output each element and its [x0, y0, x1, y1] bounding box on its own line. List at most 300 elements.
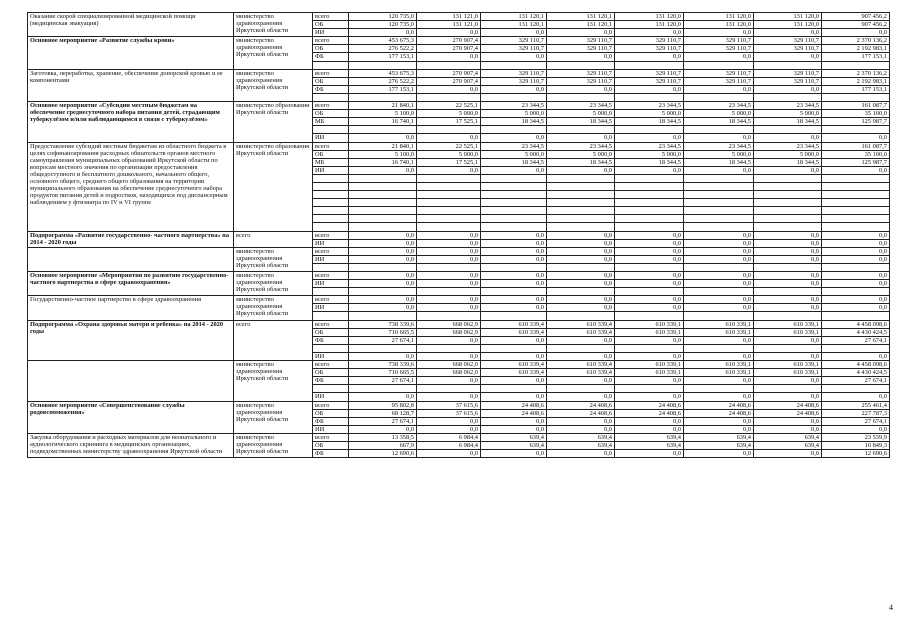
amount-cell: [481, 288, 547, 296]
amount-cell: [754, 223, 822, 231]
total-cell: 2 370 136,2: [822, 37, 890, 45]
total-cell: 0,0: [822, 134, 890, 142]
table-row: [28, 272, 890, 280]
amount-cell: [349, 61, 417, 69]
amount-cell: 0,0: [481, 280, 547, 288]
amount-cell: 23 344,5: [481, 102, 547, 110]
amount-cell: 0,0: [754, 296, 822, 304]
amount-cell: 0,0: [754, 425, 822, 433]
amount-cell: 270 907,4: [417, 45, 481, 53]
amount-cell: 0,0: [547, 377, 615, 385]
amount-cell: [417, 191, 481, 199]
amount-cell: 0,0: [684, 247, 754, 255]
table-row: [28, 102, 890, 110]
amount-cell: 0,0: [684, 134, 754, 142]
total-cell: 2 370 136,2: [822, 69, 890, 77]
total-cell: 0,0: [822, 231, 890, 239]
amount-cell: 0,0: [754, 304, 822, 312]
amount-cell: 0,0: [547, 450, 615, 458]
funding-source: ФБ: [313, 377, 349, 385]
amount-cell: 668 062,0: [417, 369, 481, 377]
total-cell: 0,0: [822, 255, 890, 263]
amount-cell: 610 339,4: [547, 328, 615, 336]
amount-cell: [481, 126, 547, 134]
amount-cell: 0,0: [481, 53, 547, 61]
amount-cell: 27 674,1: [349, 417, 417, 425]
amount-cell: 24 408,6: [684, 409, 754, 417]
amount-cell: 37 615,6: [417, 401, 481, 409]
amount-cell: 6 984,4: [417, 441, 481, 449]
amount-cell: 5 000,0: [754, 110, 822, 118]
amount-cell: [349, 199, 417, 207]
amount-cell: 610 339,4: [547, 320, 615, 328]
amount-cell: 329 110,7: [481, 45, 547, 53]
amount-cell: 0,0: [349, 239, 417, 247]
amount-cell: [754, 288, 822, 296]
amount-cell: 0,0: [684, 280, 754, 288]
amount-cell: 329 110,7: [615, 45, 684, 53]
total-cell: 161 087,7: [822, 142, 890, 150]
amount-cell: [349, 191, 417, 199]
amount-cell: 610 339,4: [547, 369, 615, 377]
amount-cell: [481, 312, 547, 320]
funding-source: всего: [313, 361, 349, 369]
amount-cell: 668 062,0: [417, 361, 481, 369]
amount-cell: 710 665,5: [349, 328, 417, 336]
total-cell: 12 690,6: [822, 450, 890, 458]
amount-cell: 0,0: [547, 255, 615, 263]
amount-cell: [417, 174, 481, 182]
amount-cell: 131 120,0: [684, 13, 754, 21]
amount-cell: [481, 385, 547, 393]
amount-cell: 24 408,6: [615, 409, 684, 417]
amount-cell: 5 000,0: [417, 110, 481, 118]
funding-source: ИИ: [313, 29, 349, 37]
amount-cell: 0,0: [349, 134, 417, 142]
amount-cell: 276 522,2: [349, 45, 417, 53]
amount-cell: 0,0: [349, 393, 417, 401]
funding-source: всего: [313, 231, 349, 239]
amount-cell: [615, 207, 684, 215]
amount-cell: 0,0: [417, 53, 481, 61]
funding-source: ОБ: [313, 77, 349, 85]
amount-cell: 0,0: [684, 425, 754, 433]
amount-cell: 0,0: [417, 85, 481, 93]
funding-source: всего: [313, 102, 349, 110]
activity-name: Заготовка, переработка, хранение, обеспечение донорской кровью и ее компонентами: [28, 69, 234, 101]
total-cell: 125 987,7: [822, 118, 890, 126]
amount-cell: 0,0: [547, 134, 615, 142]
amount-cell: 0,0: [481, 166, 547, 174]
amount-cell: [547, 93, 615, 101]
amount-cell: [615, 182, 684, 190]
amount-cell: 0,0: [481, 134, 547, 142]
amount-cell: 0,0: [481, 304, 547, 312]
amount-cell: 329 110,7: [754, 45, 822, 53]
amount-cell: [547, 199, 615, 207]
amount-cell: [417, 199, 481, 207]
total-cell: 4 458 098,6: [822, 361, 890, 369]
amount-cell: 0,0: [417, 352, 481, 360]
amount-cell: 270 907,4: [417, 69, 481, 77]
amount-cell: 0,0: [754, 29, 822, 37]
amount-cell: 18 344,5: [615, 118, 684, 126]
amount-cell: 610 339,1: [615, 320, 684, 328]
amount-cell: 0,0: [615, 352, 684, 360]
amount-cell: 0,0: [547, 417, 615, 425]
amount-cell: 610 339,1: [684, 369, 754, 377]
funding-source: ОБ: [313, 45, 349, 53]
amount-cell: [349, 182, 417, 190]
amount-cell: 0,0: [417, 450, 481, 458]
amount-cell: 0,0: [615, 377, 684, 385]
amount-cell: 329 110,7: [754, 69, 822, 77]
amount-cell: 0,0: [754, 255, 822, 263]
total-cell: 0,0: [822, 280, 890, 288]
amount-cell: 610 339,1: [615, 328, 684, 336]
amount-cell: 329 110,7: [615, 69, 684, 77]
table-row: [28, 247, 890, 255]
amount-cell: 329 110,7: [754, 37, 822, 45]
amount-cell: 0,0: [684, 85, 754, 93]
amount-cell: [547, 207, 615, 215]
funding-source: всего: [313, 37, 349, 45]
total-cell: 0,0: [822, 239, 890, 247]
amount-cell: [547, 263, 615, 271]
amount-cell: 0,0: [349, 296, 417, 304]
funding-source: МБ: [313, 118, 349, 126]
amount-cell: 131 120,1: [481, 13, 547, 21]
amount-cell: [615, 344, 684, 352]
total-cell: 2 192 983,1: [822, 45, 890, 53]
table-row: [28, 142, 890, 150]
amount-cell: 0,0: [684, 304, 754, 312]
amount-cell: [417, 61, 481, 69]
responsible-executor: министерство здравоохранения Иркутской области: [234, 296, 313, 320]
amount-cell: [615, 263, 684, 271]
amount-cell: 5 100,0: [349, 110, 417, 118]
total-cell: 0,0: [822, 166, 890, 174]
responsible-executor: министерство здравоохранения Иркутской области: [234, 401, 313, 433]
amount-cell: 0,0: [417, 272, 481, 280]
amount-cell: [349, 126, 417, 134]
funding-source: всего: [313, 13, 349, 21]
amount-cell: [417, 182, 481, 190]
amount-cell: [417, 207, 481, 215]
amount-cell: 0,0: [684, 296, 754, 304]
funding-source: ФБ: [313, 336, 349, 344]
funding-source: ОБ: [313, 409, 349, 417]
amount-cell: 0,0: [684, 352, 754, 360]
amount-cell: 0,0: [754, 280, 822, 288]
amount-cell: 0,0: [684, 393, 754, 401]
amount-cell: 21 840,1: [349, 142, 417, 150]
total-cell: 27 674,1: [822, 377, 890, 385]
activity-name: Оказание скорой специализированной медицинской помощи (медицинская эвакуация): [28, 13, 234, 37]
amount-cell: [684, 223, 754, 231]
funding-source: ИИ: [313, 352, 349, 360]
amount-cell: 0,0: [417, 425, 481, 433]
amount-cell: [754, 61, 822, 69]
amount-cell: 0,0: [547, 85, 615, 93]
funding-source: [313, 174, 349, 182]
amount-cell: 120 735,0: [349, 13, 417, 21]
amount-cell: [547, 182, 615, 190]
funding-source: [313, 126, 349, 134]
amount-cell: [684, 385, 754, 393]
total-cell: [822, 263, 890, 271]
amount-cell: 0,0: [349, 272, 417, 280]
amount-cell: 0,0: [684, 231, 754, 239]
funding-source: ИИ: [313, 134, 349, 142]
amount-cell: [684, 182, 754, 190]
funding-source: ОБ: [313, 21, 349, 29]
activity-name: Предоставление субсидий местным бюджетам из областного бюджета в целях софинансирования расходных обязательств органов местного самоуправления муниципальных образований Иркутской области по вопросам местного значения по организации предоставления общедоступного и бесплатного дошкольного, начального общего, основного общего, среднего общего образования на территории муниципального образования на обеспечение среднесуточного набора продуктов питания детей и подростков, находящихся под диспансерным наблюдением у фтизиатра по IV и VI группе: [28, 142, 234, 231]
amount-cell: 329 110,7: [754, 77, 822, 85]
amount-cell: 0,0: [349, 304, 417, 312]
page-number: 4: [889, 603, 893, 612]
funding-source: всего: [313, 272, 349, 280]
amount-cell: 0,0: [754, 231, 822, 239]
amount-cell: [349, 174, 417, 182]
amount-cell: 0,0: [547, 352, 615, 360]
responsible-executor: всего: [234, 320, 313, 360]
amount-cell: 329 110,7: [684, 45, 754, 53]
amount-cell: 23 344,5: [615, 102, 684, 110]
amount-cell: 24 408,6: [615, 401, 684, 409]
amount-cell: 0,0: [754, 85, 822, 93]
amount-cell: [547, 385, 615, 393]
amount-cell: 0,0: [615, 417, 684, 425]
funding-source: [313, 344, 349, 352]
amount-cell: 0,0: [349, 280, 417, 288]
total-cell: 4 458 098,6: [822, 320, 890, 328]
amount-cell: [481, 207, 547, 215]
amount-cell: 24 408,6: [547, 409, 615, 417]
amount-cell: 0,0: [615, 85, 684, 93]
amount-cell: 21 840,1: [349, 102, 417, 110]
amount-cell: 0,0: [615, 255, 684, 263]
amount-cell: 0,0: [417, 134, 481, 142]
activity-name: Основное мероприятие «Совершенствование службы родовспоможения»: [28, 401, 234, 433]
amount-cell: 0,0: [684, 377, 754, 385]
amount-cell: 18 344,5: [684, 118, 754, 126]
amount-cell: [481, 344, 547, 352]
activity-name: Основное мероприятие «Субсидии местным бюджетам на обеспечение среднесуточного набора питания детей, страдающим туберкулёзом и/или наблюдающимся в связи с туберкулёзом»: [28, 102, 234, 142]
amount-cell: 0,0: [615, 29, 684, 37]
amount-cell: 0,0: [547, 231, 615, 239]
funding-source: ОБ: [313, 110, 349, 118]
amount-cell: 610 339,4: [547, 361, 615, 369]
amount-cell: [615, 223, 684, 231]
amount-cell: 0,0: [684, 53, 754, 61]
amount-cell: 0,0: [481, 231, 547, 239]
responsible-executor: министерство здравоохранения Иркутской области: [234, 433, 313, 457]
amount-cell: [684, 191, 754, 199]
amount-cell: 0,0: [481, 85, 547, 93]
amount-cell: [754, 215, 822, 223]
amount-cell: 0,0: [547, 247, 615, 255]
activity-name: Основное мероприятие «Развитие службы крови»: [28, 37, 234, 69]
amount-cell: 329 110,7: [547, 77, 615, 85]
amount-cell: 24 408,6: [684, 401, 754, 409]
total-cell: [822, 93, 890, 101]
amount-cell: 18 344,5: [684, 158, 754, 166]
funding-source: всего: [313, 320, 349, 328]
amount-cell: 0,0: [615, 393, 684, 401]
amount-cell: 0,0: [417, 304, 481, 312]
total-cell: 907 456,2: [822, 13, 890, 21]
funding-source: [313, 385, 349, 393]
amount-cell: [684, 199, 754, 207]
amount-cell: 453 675,3: [349, 69, 417, 77]
amount-cell: 0,0: [481, 450, 547, 458]
amount-cell: [615, 288, 684, 296]
amount-cell: 0,0: [417, 255, 481, 263]
amount-cell: 0,0: [684, 255, 754, 263]
amount-cell: 5 000,0: [754, 150, 822, 158]
funding-source: ИИ: [313, 393, 349, 401]
amount-cell: 5 000,0: [417, 150, 481, 158]
amount-cell: [615, 93, 684, 101]
total-cell: [822, 312, 890, 320]
amount-cell: 23 344,5: [754, 102, 822, 110]
responsible-executor: министерство здравоохранения Иркутской области: [234, 247, 313, 271]
total-cell: [822, 126, 890, 134]
total-cell: [822, 344, 890, 352]
amount-cell: [547, 191, 615, 199]
amount-cell: 13 358,5: [349, 433, 417, 441]
activity-name: Основное мероприятие «Мероприятия по развитию государственно-частного партнерства в сфере здравоохранения»: [28, 272, 234, 296]
total-cell: 125 987,7: [822, 158, 890, 166]
amount-cell: 270 907,4: [417, 37, 481, 45]
amount-cell: 0,0: [417, 247, 481, 255]
amount-cell: 5 000,0: [615, 150, 684, 158]
amount-cell: [349, 385, 417, 393]
amount-cell: [547, 61, 615, 69]
funding-source: всего: [313, 401, 349, 409]
activity-name: Подпрограмма «Развитие государственно- частного партнерства» на 2014 - 2020 годы: [28, 231, 234, 247]
amount-cell: 131 120,0: [754, 21, 822, 29]
amount-cell: 0,0: [754, 377, 822, 385]
table-row: [28, 37, 890, 45]
amount-cell: 0,0: [481, 296, 547, 304]
funding-source: [313, 61, 349, 69]
amount-cell: 0,0: [684, 166, 754, 174]
amount-cell: 0,0: [481, 247, 547, 255]
amount-cell: [684, 61, 754, 69]
amount-cell: [417, 263, 481, 271]
funding-source: [313, 191, 349, 199]
amount-cell: 5 000,0: [547, 150, 615, 158]
amount-cell: 639,4: [547, 433, 615, 441]
amount-cell: 0,0: [481, 255, 547, 263]
amount-cell: 0,0: [417, 29, 481, 37]
total-cell: 907 456,2: [822, 21, 890, 29]
amount-cell: 12 690,6: [349, 450, 417, 458]
responsible-executor: министерство здравоохранения Иркутской области: [234, 272, 313, 296]
amount-cell: [615, 126, 684, 134]
amount-cell: [481, 191, 547, 199]
amount-cell: [615, 191, 684, 199]
amount-cell: 0,0: [684, 29, 754, 37]
amount-cell: 0,0: [754, 247, 822, 255]
amount-cell: 68 128,7: [349, 409, 417, 417]
amount-cell: 639,4: [615, 441, 684, 449]
total-cell: 177 153,1: [822, 53, 890, 61]
amount-cell: 610 339,1: [684, 320, 754, 328]
amount-cell: 639,4: [481, 441, 547, 449]
amount-cell: 738 339,6: [349, 320, 417, 328]
total-cell: [822, 174, 890, 182]
amount-cell: 0,0: [481, 417, 547, 425]
amount-cell: 0,0: [349, 425, 417, 433]
amount-cell: [349, 344, 417, 352]
amount-cell: 0,0: [615, 336, 684, 344]
amount-cell: [684, 207, 754, 215]
amount-cell: 0,0: [547, 272, 615, 280]
amount-cell: 0,0: [417, 417, 481, 425]
amount-cell: [754, 93, 822, 101]
amount-cell: [481, 199, 547, 207]
total-cell: [822, 385, 890, 393]
responsible-executor: министерство образования Иркутской области: [234, 142, 313, 231]
amount-cell: 0,0: [417, 336, 481, 344]
amount-cell: 0,0: [615, 450, 684, 458]
amount-cell: [417, 215, 481, 223]
amount-cell: 27 674,1: [349, 336, 417, 344]
amount-cell: 639,4: [684, 433, 754, 441]
total-cell: 27 674,1: [822, 336, 890, 344]
amount-cell: 0,0: [615, 304, 684, 312]
amount-cell: 131 120,1: [547, 13, 615, 21]
amount-cell: 17 525,1: [417, 158, 481, 166]
funding-source: МБ: [313, 158, 349, 166]
total-cell: [822, 199, 890, 207]
amount-cell: 95 802,8: [349, 401, 417, 409]
amount-cell: 0,0: [754, 450, 822, 458]
table-row: [28, 69, 890, 77]
amount-cell: 6 984,4: [417, 433, 481, 441]
total-cell: 0,0: [822, 272, 890, 280]
activity-name: Подпрограмма «Охрана здоровья матери и ребенка» на 2014 - 2020 годы: [28, 320, 234, 360]
amount-cell: 0,0: [349, 29, 417, 37]
amount-cell: 5 000,0: [684, 110, 754, 118]
amount-cell: 0,0: [754, 166, 822, 174]
amount-cell: 0,0: [349, 247, 417, 255]
amount-cell: 0,0: [615, 239, 684, 247]
amount-cell: 0,0: [417, 231, 481, 239]
funding-source: [313, 312, 349, 320]
amount-cell: 0,0: [349, 352, 417, 360]
funding-source: ИИ: [313, 239, 349, 247]
amount-cell: 177 153,1: [349, 85, 417, 93]
amount-cell: 668 062,9: [417, 328, 481, 336]
responsible-executor: всего: [234, 231, 313, 247]
total-cell: 177 153,1: [822, 85, 890, 93]
amount-cell: 0,0: [481, 336, 547, 344]
amount-cell: [615, 312, 684, 320]
amount-cell: 18 344,5: [547, 158, 615, 166]
amount-cell: 16 740,1: [349, 118, 417, 126]
amount-cell: 0,0: [615, 53, 684, 61]
amount-cell: [349, 223, 417, 231]
amount-cell: 329 110,7: [684, 69, 754, 77]
funding-source: [313, 93, 349, 101]
amount-cell: 0,0: [754, 239, 822, 247]
amount-cell: 5 000,0: [481, 110, 547, 118]
total-cell: 2 192 983,1: [822, 77, 890, 85]
